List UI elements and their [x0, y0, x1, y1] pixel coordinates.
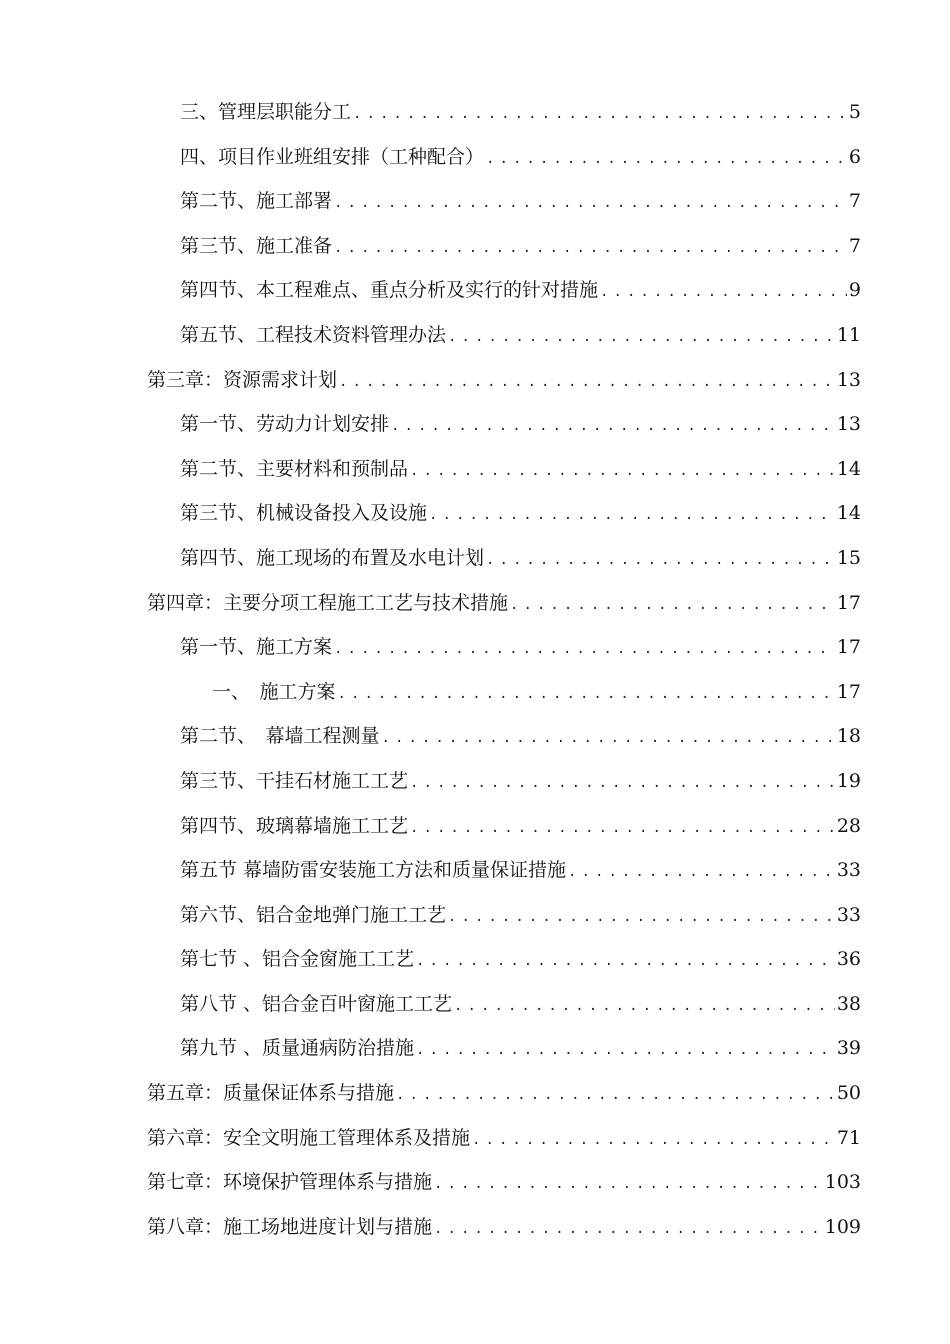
toc-entry-title: 第七节 、铝合金窗施工工艺 [180, 948, 415, 971]
toc-entry-title: 第二节、 幕墙工程测量 [180, 725, 380, 748]
toc-chapter-entry[interactable] [0, 1071, 950, 1116]
toc-page-number: 71 [836, 1126, 861, 1149]
toc-section-entry[interactable] [0, 536, 950, 581]
toc-chapter-entry[interactable] [0, 581, 950, 626]
toc-page-number: 103 [824, 1171, 861, 1194]
toc-page-number: 15 [836, 546, 861, 569]
toc-section-entry[interactable] [0, 447, 950, 492]
toc-dot-leader [416, 1028, 835, 1073]
toc-section-entry[interactable] [0, 714, 950, 759]
toc-entry-title: 一、 施工方案 [212, 680, 336, 703]
table-of-contents [0, 90, 950, 1249]
toc-section-entry[interactable] [0, 90, 950, 135]
toc-entry-title: 第五节、工程技术资料管理办法 [180, 323, 447, 346]
toc-section-entry[interactable] [0, 848, 950, 893]
toc-section-entry[interactable] [0, 937, 950, 982]
toc-page-number: 109 [824, 1215, 861, 1238]
toc-entry-title: 第四节、玻璃幕墙施工工艺 [180, 814, 409, 837]
toc-page-number: 5 [848, 101, 861, 123]
toc-page-number: 17 [836, 591, 861, 614]
toc-entry-title: 第七章：环境保护管理体系与措施 [147, 1171, 433, 1194]
toc-section-entry[interactable] [0, 313, 950, 358]
toc-page-number: 13 [836, 368, 861, 391]
toc-dot-leader [448, 895, 835, 940]
toc-entry-title: 第四节、施工现场的布置及水电计划 [180, 546, 485, 569]
toc-section-entry[interactable] [0, 135, 950, 180]
toc-section-entry[interactable] [0, 1026, 950, 1071]
toc-entry-title: 第一节、劳动力计划安排 [180, 413, 390, 436]
toc-page-number: 7 [848, 234, 861, 257]
toc-entry-title: 四、项目作业班组安排（工种配合） [180, 145, 485, 168]
toc-section-entry[interactable] [0, 759, 950, 804]
toc-page-number: 28 [836, 814, 861, 837]
toc-page-number: 38 [836, 992, 861, 1015]
toc-entry-title: 第八章：施工场地进度计划与措施 [147, 1215, 433, 1238]
toc-page-number: 50 [836, 1082, 861, 1105]
toc-subsection-entry[interactable] [0, 670, 950, 715]
toc-entry-title: 第六节、铝合金地弹门施工工艺 [180, 903, 447, 926]
toc-page-number: 18 [836, 725, 861, 748]
toc-dot-leader [339, 360, 835, 405]
toc-dot-leader [353, 92, 847, 137]
toc-page-number: 13 [836, 413, 861, 436]
toc-page-number: 33 [836, 903, 861, 926]
toc-page-number: 17 [836, 636, 861, 659]
toc-entry-title: 第三章：资源需求计划 [147, 368, 338, 391]
toc-page-number: 19 [836, 769, 861, 792]
toc-entry-title: 第六章：安全文明施工管理体系及措施 [147, 1126, 471, 1149]
toc-page-number: 17 [836, 680, 861, 703]
toc-section-entry[interactable] [0, 224, 950, 269]
toc-entry-title: 第九节 、质量通病防治措施 [180, 1037, 415, 1060]
toc-section-entry[interactable] [0, 179, 950, 224]
toc-section-entry[interactable] [0, 625, 950, 670]
toc-dot-leader [454, 984, 835, 1029]
toc-dot-leader [510, 583, 835, 628]
toc-dot-leader [416, 939, 835, 984]
toc-dot-leader [338, 672, 835, 717]
toc-dot-leader [486, 538, 835, 583]
toc-dot-leader [410, 806, 835, 851]
toc-entry-title: 第五章：质量保证体系与措施 [147, 1082, 395, 1105]
toc-dot-leader [448, 315, 835, 360]
toc-entry-title: 第三节、干挂石材施工工艺 [180, 769, 409, 792]
toc-dot-leader [334, 226, 847, 271]
toc-entry-title: 第四节、本工程难点、重点分析及实行的针对措施 [180, 279, 599, 302]
toc-dot-leader [334, 181, 847, 226]
toc-section-entry[interactable] [0, 804, 950, 849]
toc-chapter-entry[interactable] [0, 1205, 950, 1250]
toc-dot-leader [334, 627, 835, 672]
toc-page-number: 11 [836, 323, 861, 346]
toc-entry-title: 第二节、主要材料和预制品 [180, 457, 409, 480]
toc-dot-leader [486, 137, 847, 182]
toc-dot-leader [600, 270, 847, 315]
toc-dot-leader [396, 1073, 835, 1118]
toc-page-number: 36 [836, 948, 861, 971]
toc-dot-leader [568, 850, 835, 895]
toc-chapter-entry[interactable] [0, 1116, 950, 1161]
toc-entry-title: 第四章：主要分项工程施工工艺与技术措施 [147, 591, 509, 614]
toc-dot-leader [472, 1118, 835, 1163]
toc-dot-leader [429, 493, 835, 538]
toc-section-entry[interactable] [0, 491, 950, 536]
toc-entry-title: 第二节、施工部署 [180, 190, 333, 213]
toc-page-number: 33 [836, 859, 861, 882]
toc-dot-leader [382, 716, 835, 761]
toc-dot-leader [434, 1207, 823, 1252]
toc-page-number: 7 [848, 190, 861, 213]
toc-page-number: 6 [848, 145, 861, 168]
toc-dot-leader [434, 1162, 823, 1207]
toc-section-entry[interactable] [0, 402, 950, 447]
toc-entry-title: 第八节 、铝合金百叶窗施工工艺 [180, 992, 453, 1015]
toc-section-entry[interactable] [0, 893, 950, 938]
toc-entry-title: 第三节、机械设备投入及设施 [180, 502, 428, 525]
toc-page-number: 14 [836, 457, 861, 480]
toc-chapter-entry[interactable] [0, 358, 950, 403]
toc-chapter-entry[interactable] [0, 1160, 950, 1205]
toc-page-number: 39 [836, 1037, 861, 1060]
toc-dot-leader [391, 404, 835, 449]
toc-section-entry[interactable] [0, 268, 950, 313]
toc-entry-title: 第五节 幕墙防雷安装施工方法和质量保证措施 [180, 859, 567, 882]
toc-dot-leader [410, 449, 835, 494]
toc-dot-leader [410, 761, 835, 806]
toc-page-number: 14 [836, 502, 861, 525]
toc-page-number: 9 [848, 279, 861, 302]
toc-entry-title: 三、管理层职能分工 [180, 101, 352, 123]
toc-entry-title: 第一节、施工方案 [180, 636, 333, 659]
toc-entry-title: 第三节、施工准备 [180, 234, 333, 257]
toc-section-entry[interactable] [0, 982, 950, 1027]
